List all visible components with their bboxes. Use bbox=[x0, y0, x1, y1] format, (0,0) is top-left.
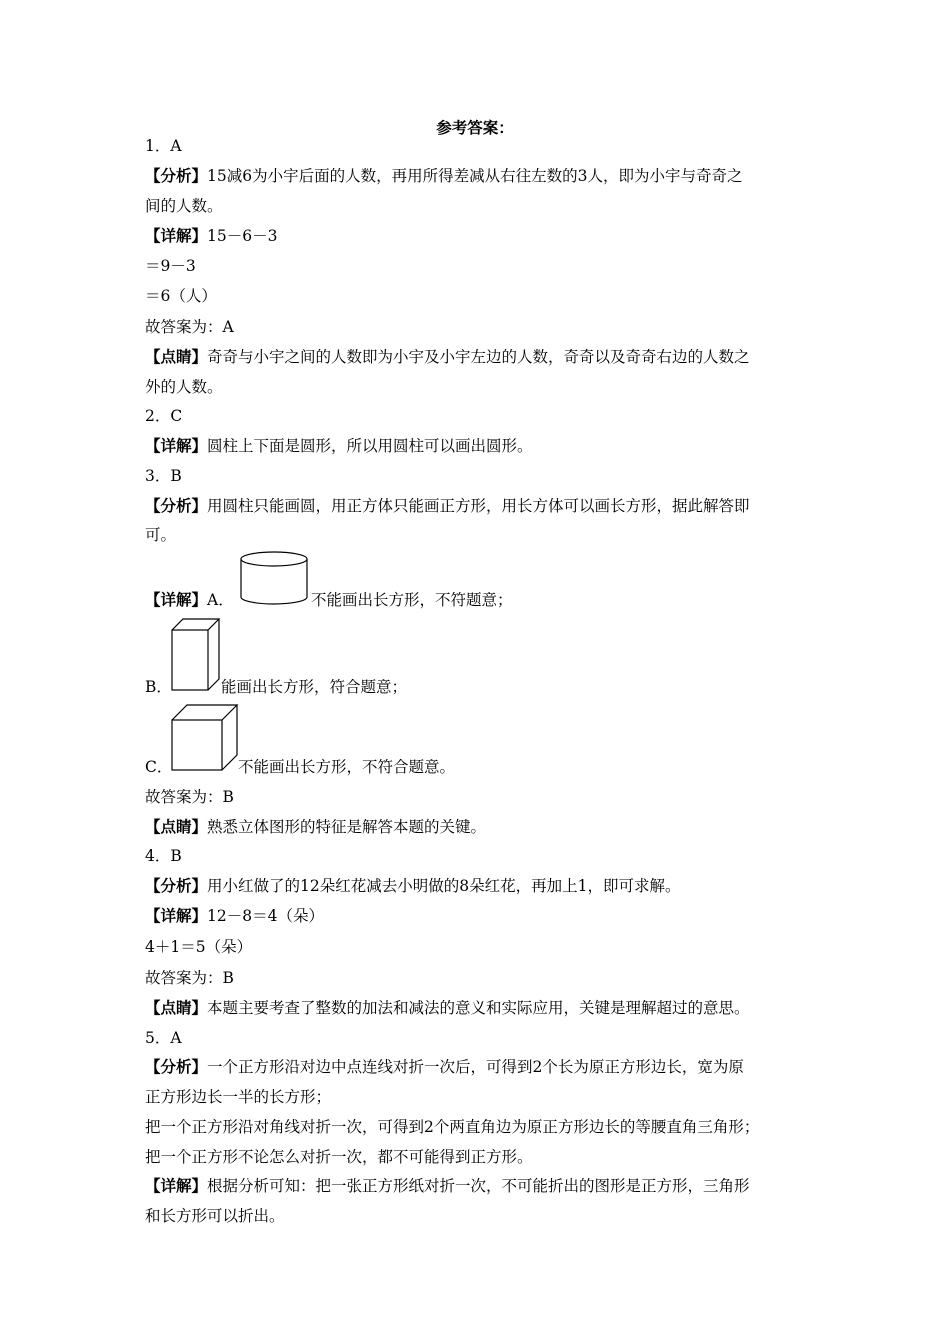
q5-analysis-cont: 正方形边长一半的长方形； bbox=[145, 1088, 332, 1106]
q4-detail-step: 4＋1＝5（朵） bbox=[145, 938, 253, 956]
detail-tag: 【详解】 bbox=[145, 227, 208, 245]
q3-head: 3．B bbox=[145, 467, 182, 485]
comment-tag: 【点睛】 bbox=[145, 348, 208, 366]
cuboid-figure bbox=[169, 616, 223, 694]
q1-analysis-cont: 间的人数。 bbox=[145, 197, 223, 215]
detail-tag: 【详解】 bbox=[145, 907, 208, 925]
detail-tag: 【详解】 bbox=[145, 437, 208, 455]
q1-detail-line: 【详解】15－6－3 bbox=[145, 227, 278, 245]
q2-head: 2．C bbox=[145, 407, 183, 425]
cube-figure bbox=[169, 702, 241, 774]
q3-option-c-text: 不能画出长方形，不符合题意。 bbox=[238, 758, 456, 776]
q3-option-a-lead: 【详解】A． bbox=[145, 591, 234, 609]
analysis-tag: 【分析】 bbox=[145, 877, 208, 895]
q4-answer: 故答案为：B bbox=[145, 969, 234, 987]
q1-comment-cont: 外的人数。 bbox=[145, 378, 223, 396]
q1-analysis-line: 【分析】15减6为小宇后面的人数，再用所得差减从右往左数的3人，即为小宇与奇奇之 bbox=[145, 167, 743, 185]
comment-tag: 【点睛】 bbox=[145, 999, 208, 1017]
q1-answer: 故答案为：A bbox=[145, 318, 234, 336]
q3-option-b-label: B． bbox=[145, 678, 172, 696]
q5-analysis-line: 【分析】一个正方形沿对边中点连线对折一次后，可得到2个长为原正方形边长，宽为原 bbox=[145, 1058, 744, 1076]
analysis-tag: 【分析】 bbox=[145, 167, 208, 185]
cylinder-figure bbox=[238, 550, 310, 608]
analysis-tag: 【分析】 bbox=[145, 1058, 208, 1076]
analysis-tag: 【分析】 bbox=[145, 497, 208, 515]
q3-analysis-line: 【分析】用圆柱只能画圆，用正方体只能画正方形，用长方体可以画长方形，据此解答即 bbox=[145, 497, 750, 515]
q1-head: 1．A bbox=[145, 137, 182, 155]
q5-detail-line: 【详解】根据分析可知：把一张正方形纸对折一次，不可能折出的图形是正方形，三角形 bbox=[145, 1177, 750, 1195]
page-title: 参考答案： bbox=[436, 119, 514, 137]
q2-detail-line: 【详解】圆柱上下面是圆形，所以用圆柱可以画出圆形。 bbox=[145, 437, 533, 455]
q4-comment-line: 【点睛】本题主要考查了整数的加法和减法的意义和实际应用，关键是理解超过的意思。 bbox=[145, 999, 750, 1017]
q4-detail-line: 【详解】12－8＝4（朵） bbox=[145, 907, 324, 925]
detail-tag: 【详解】 bbox=[145, 1177, 208, 1195]
q3-option-c-label: C． bbox=[145, 758, 173, 776]
q4-analysis-line: 【分析】用小红做了的12朵红花减去小明做的8朵红花，再加上1，即可求解。 bbox=[145, 877, 681, 895]
q1-detail-step: ＝9－3 bbox=[145, 257, 196, 275]
q5-head: 5．A bbox=[145, 1029, 182, 1047]
q5-analysis-conclusion: 把一个正方形不论怎么对折一次，都不可能得到正方形。 bbox=[145, 1148, 533, 1166]
q3-option-a-text: 不能画出长方形，不符题意； bbox=[311, 591, 513, 609]
q3-option-b-text: 能画出长方形，符合题意； bbox=[221, 678, 408, 696]
q5-analysis-diagonal: 把一个正方形沿对角线对折一次，可得到2个两直角边为原正方形边长的等腰直角三角形； bbox=[145, 1118, 760, 1136]
q5-detail-cont: 和长方形可以折出。 bbox=[145, 1207, 285, 1225]
q3-answer: 故答案为：B bbox=[145, 788, 234, 806]
comment-tag: 【点睛】 bbox=[145, 818, 208, 836]
q3-comment-line: 【点睛】熟悉立体图形的特征是解答本题的关键。 bbox=[145, 818, 487, 836]
q1-detail-result: ＝6（人） bbox=[145, 287, 217, 305]
q1-comment-line: 【点睛】奇奇与小宇之间的人数即为小宇及小宇左边的人数，奇奇以及奇奇右边的人数之 bbox=[145, 348, 750, 366]
q3-analysis-cont: 可。 bbox=[145, 526, 177, 544]
detail-tag: 【详解】 bbox=[145, 591, 208, 609]
q4-head: 4．B bbox=[145, 847, 182, 865]
